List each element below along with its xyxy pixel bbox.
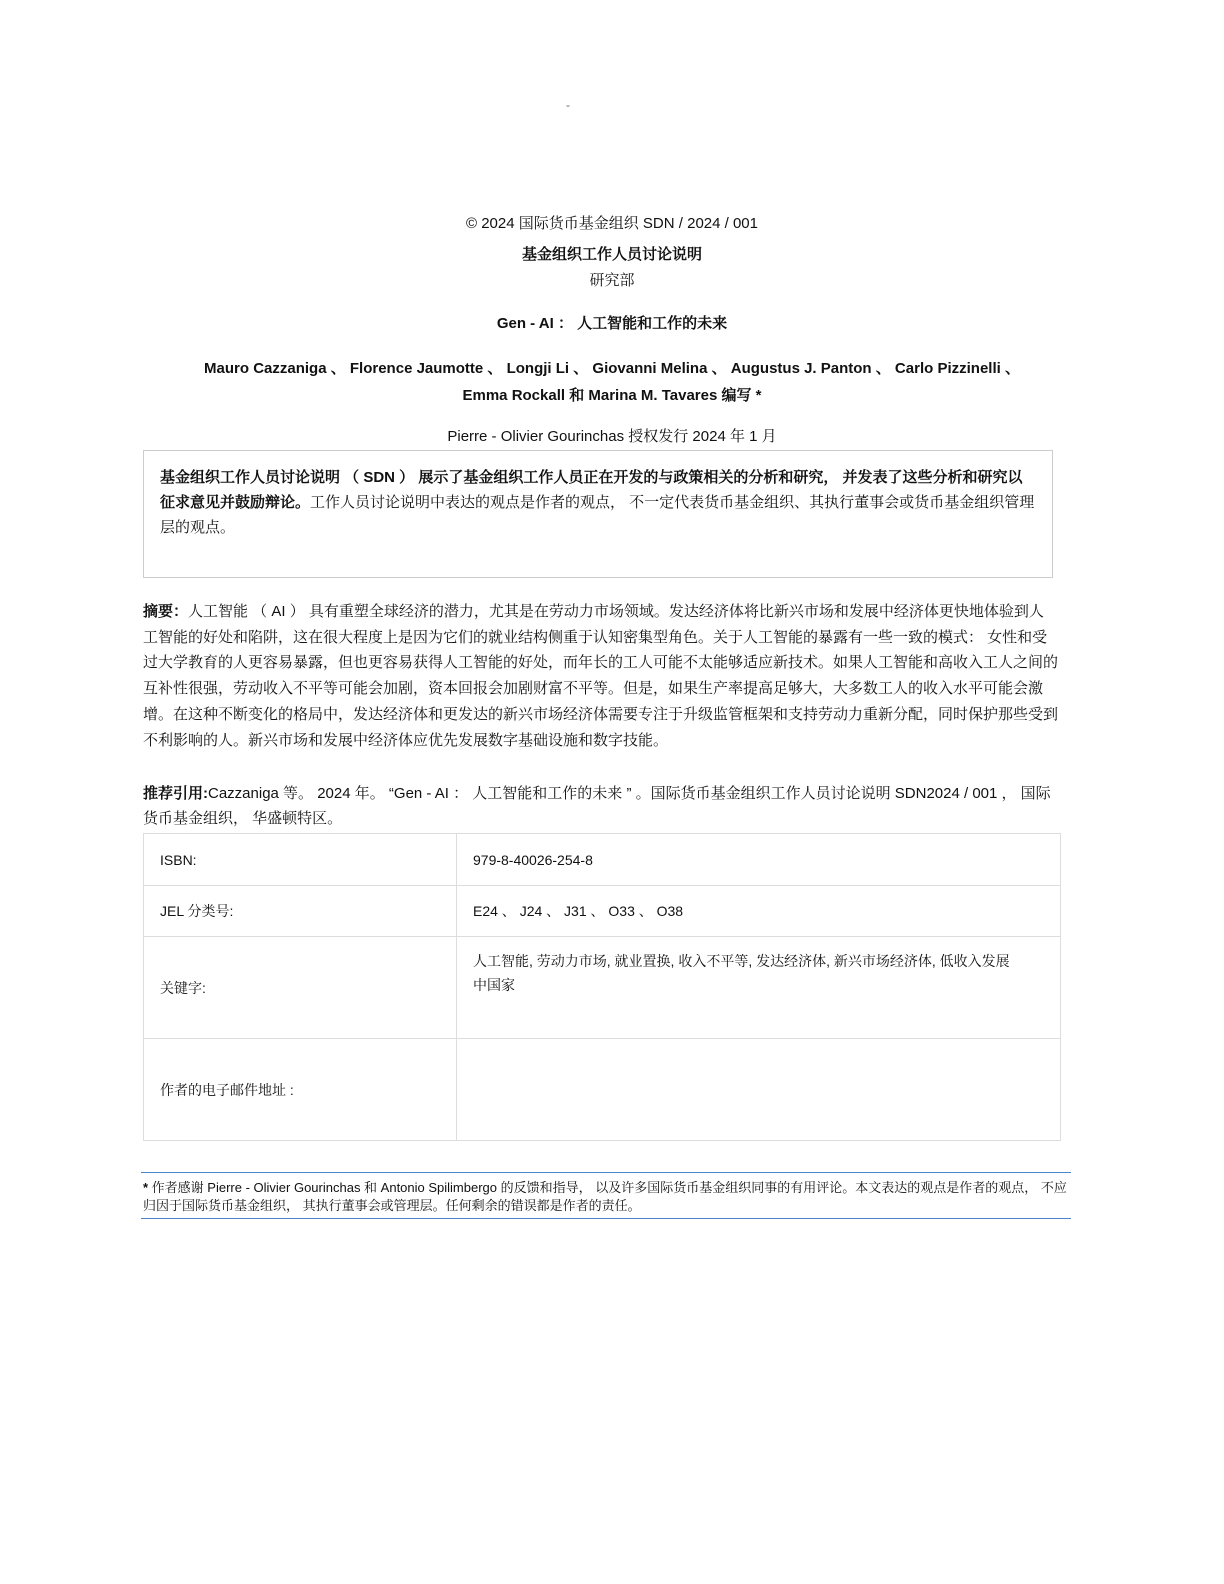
table-row [144,886,1061,937]
metadata-table [143,833,1061,1141]
disclaimer-text: 工作人员讨论说明中表达的观点是作者的观点， 不一定代表货币基金组织、其执行董事会或货币基金组织管理层的观点。 [160,494,1035,536]
table-key: 关键字: [144,937,457,1039]
table-value: E24 、 J24 、 J31 、 O33 、 O38 [457,886,1061,937]
table-row [144,937,1061,1039]
citation [143,781,1058,831]
copyright: © 2024 国际货币基金组织 SDN / 2024 / 001 [466,215,758,232]
series-name: 基金组织工作人员讨论说明 [521,246,702,263]
table-key: JEL 分类号: [144,886,457,937]
authorization: Pierre - Olivier Gourinchas 授权发行 2024 年 1 月 [447,428,777,445]
table-row [144,1039,1061,1141]
table-value [457,1039,1061,1141]
table-value: 人工智能, 劳动力市场, 就业置换, 收入不平等, 发达经济体, 新兴市场经济体, 低收入发展中国家 [457,937,1061,1039]
disclaimer-bold: 基金组织工作人员讨论说明 （ SDN ） 展示了基金组织工作人员正在开发的与政策相关的分析和研究， 并发表了这些分析和研究以征求意见并鼓励辩论。 [160,469,1023,511]
citation-text: Cazzaniga 等。 2024 年。 “Gen - AI ： 人工智能和工作的未来 ” 。国际货币基金组织工作人员讨论说明 SDN2024 / 001 ， 国际货币基金组织， 华盛顿特区。 [143,785,1051,827]
abstract-text: 人工智能 （ AI ） 具有重塑全球经济的潜力，尤其是在劳动力市场领域。发达经济体将比新兴市场和发展中经济体更快地体验到人工智能的好处和陷阱，这在很大程度上是因为它们的就业结构侧重于认知密集型角色。关于人工智能的暴露有一些一致的模式： 女性和受过大学教育的人更容易暴露，但也更容易获得人工智能的好处，而年长的工人可能不太能够适应新技术。如果人工智能和高收入工人之间的互补性很强，劳动收入不平等可能会加剧，资本回报会加剧财富不平等。但是，如果生产率提高足够大，大多数工人的收入水平可能会激增。在这种不断变化的格局中，发达经济体和更发达的新兴市场经济体需要专注于升级监管框架和支持劳动力重新分配，同时保护那些受到不利影响的人。新兴市场和发展中经济体应优先发展数字基础设施和数字技能。 [143,603,1059,749]
paper-title: Gen - AI ： 人工智能和工作的未来 [496,315,728,332]
disclaimer-box [143,450,1053,578]
abstract [143,599,1058,753]
table-row [144,834,1061,886]
authors-line-1: Mauro Cazzaniga 、 Florence Jaumotte 、 Longji Li 、 Giovanni Melina 、 Augustus J. Panton 、 Carlo Pizzinelli 、 [204,360,1020,377]
authors [0,355,1224,409]
table-value: 979-8-40026-254-8 [457,834,1061,886]
department: 研究部 [589,272,635,289]
header-mark: - [566,98,570,112]
abstract-label: 摘要： [143,603,189,620]
table-key: ISBN: [144,834,457,886]
footnote-text: 作者感谢 Pierre - Olivier Gourinchas 和 Antonio Spilimbergo 的反馈和指导， 以及许多国际货币基金组织同事的有用评论。本文表达的观点是作者的观点， 不应归因于国际货币基金组织， 其执行董事会或管理层。任何剩余的错误都是作者的责任。 [143,1180,1067,1213]
footnote-mark: * [143,1180,149,1195]
citation-label: 推荐引用: [143,785,208,802]
table-key: 作者的电子邮件地址 : [144,1039,457,1141]
footnote [141,1172,1071,1219]
authors-line-2: Emma Rockall 和 Marina M. Tavares 编写 * [462,387,762,404]
